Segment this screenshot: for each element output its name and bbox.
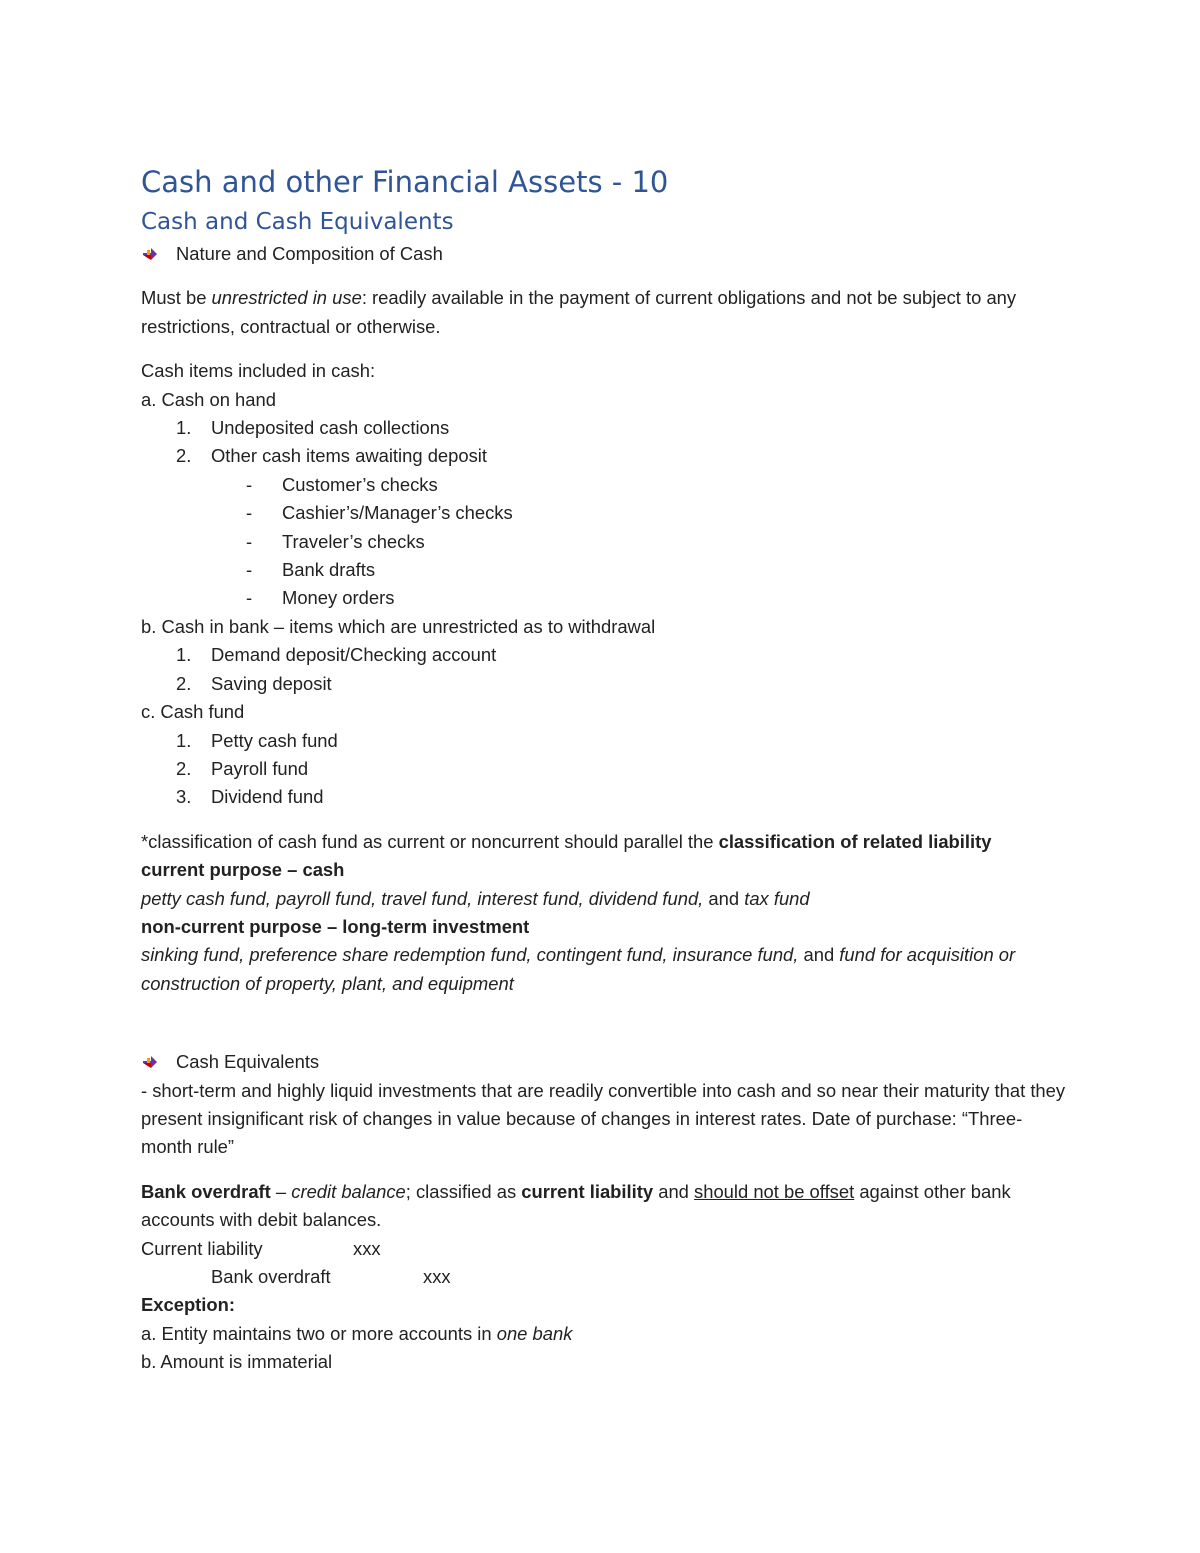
debit-account: Current liability <box>141 1237 263 1259</box>
debit-amount: xxx <box>353 1237 381 1259</box>
list-item <box>141 783 1071 811</box>
italic-run: tax fund <box>744 887 810 909</box>
text-run: and <box>703 887 745 909</box>
text-run: and <box>653 1180 695 1202</box>
list-text: Saving deposit <box>211 672 332 694</box>
list-text: Undeposited cash collections <box>211 417 450 439</box>
text-run: a. Entity maintains two or more accounts in <box>141 1322 497 1344</box>
classification-note <box>141 828 1071 856</box>
sub-list-item <box>141 584 1071 612</box>
credit-account: Bank overdraft <box>211 1266 331 1287</box>
list-text: Petty cash fund <box>211 729 338 751</box>
text-run: *classification of cash fund as current or noncurrent should parallel the <box>141 830 719 852</box>
list-number: 1. <box>176 644 192 666</box>
list-number: 2. <box>176 672 192 694</box>
noncurrent-purpose-label: non-current purpose – long-term investment <box>141 915 530 937</box>
underline-run: should not be offset <box>694 1180 855 1202</box>
section-heading-text: Nature and Composition of Cash <box>176 243 443 264</box>
text-run: against other bank accounts with debit balances. <box>141 1180 1011 1231</box>
exception-label: Exception: <box>141 1294 236 1316</box>
dash-marker: - <box>246 530 253 552</box>
bank-overdraft-paragraph <box>141 1178 1071 1235</box>
dash-marker: - <box>246 559 253 581</box>
cash-equivalents-definition: - short-term and highly liquid investments that are readily convertible into cash and so near their maturity that they present insignificant risk of changes in value because of changes in interest rates. Date of purchase: “Three-month rule” <box>141 1079 1066 1158</box>
text-run: : readily available in the payment of current obligations and not be subject to any restrictions, contractual or otherwise. <box>141 287 1017 337</box>
dash-marker: - <box>246 502 253 524</box>
exception-b: b. Amount is immaterial <box>141 1351 333 1373</box>
item-c-label: c. Cash fund <box>141 701 245 723</box>
list-text: Customer’s checks <box>282 473 438 495</box>
list-item <box>141 442 1071 470</box>
list-text: Traveler’s checks <box>282 530 425 552</box>
included-label: Cash items included in cash: <box>141 360 376 382</box>
dash-marker: - <box>246 587 253 609</box>
list-number: 1. <box>176 729 192 751</box>
credit-amount: xxx <box>423 1266 451 1287</box>
list-text: Demand deposit/Checking account <box>211 644 497 666</box>
text-run: and <box>798 944 840 966</box>
sub-list-item <box>141 556 1071 584</box>
section-heading-text: Cash Equivalents <box>176 1051 320 1073</box>
list-number: 1. <box>176 417 192 439</box>
sub-list-item <box>141 528 1071 556</box>
bold-run: Bank overdraft <box>141 1180 271 1202</box>
list-text: Other cash items awaiting deposit <box>211 445 487 467</box>
sub-list-item <box>141 499 1071 527</box>
text-run: Must be <box>141 287 212 309</box>
arrow-bullet-icon <box>141 1054 159 1070</box>
bold-run: classification of related liability <box>718 830 992 852</box>
italic-run: sinking fund, preference share redemption fund, contingent fund, insurance fund, <box>141 944 799 966</box>
list-number: 2. <box>176 445 192 467</box>
italic-run: one bank <box>496 1322 573 1344</box>
list-text: Dividend fund <box>211 786 324 808</box>
dash-marker: - <box>246 473 253 495</box>
document-subtitle: Cash and Cash Equivalents <box>141 209 454 235</box>
document-title: Cash and other Financial Assets - 10 <box>141 165 669 199</box>
list-text: Bank drafts <box>282 559 376 581</box>
journal-entry-debit <box>141 1235 1071 1263</box>
section-heading-nature <box>141 240 1071 268</box>
arrow-bullet-icon <box>141 246 159 262</box>
bold-run: current liability <box>521 1180 654 1202</box>
section-heading-cash-equivalents <box>141 1048 1071 1076</box>
paragraph-unrestricted <box>141 284 1071 341</box>
noncurrent-purpose-examples <box>141 941 1071 998</box>
text-run: ; classified as <box>405 1180 522 1202</box>
italic-run: credit balance <box>291 1180 406 1202</box>
current-purpose-examples <box>141 885 1071 913</box>
list-item <box>141 641 1071 669</box>
list-item <box>141 755 1071 783</box>
list-text: Money orders <box>282 587 395 609</box>
sub-list-item <box>141 471 1071 499</box>
list-text: Cashier’s/Manager’s checks <box>282 502 513 524</box>
list-item <box>141 414 1071 442</box>
italic-run: unrestricted in use <box>211 287 362 309</box>
list-item <box>141 727 1071 755</box>
list-number: 2. <box>176 757 192 779</box>
item-b-label: b. Cash in bank – items which are unrestricted as to withdrawal <box>141 615 656 637</box>
list-number: 3. <box>176 786 192 808</box>
list-text: Payroll fund <box>211 757 309 779</box>
current-purpose-label: current purpose – cash <box>141 859 345 881</box>
text-run: – <box>270 1180 292 1202</box>
list-item <box>141 670 1071 698</box>
journal-entry-credit <box>141 1263 1071 1291</box>
document-page <box>141 160 1071 1377</box>
italic-run: petty cash fund, payroll fund, travel fund, interest fund, dividend fund, <box>141 887 704 909</box>
italic-run: fund for acquisition or construction of property, plant, and equipment <box>141 944 1016 994</box>
exception-a <box>141 1320 1071 1348</box>
item-a-label: a. Cash on hand <box>141 388 276 410</box>
